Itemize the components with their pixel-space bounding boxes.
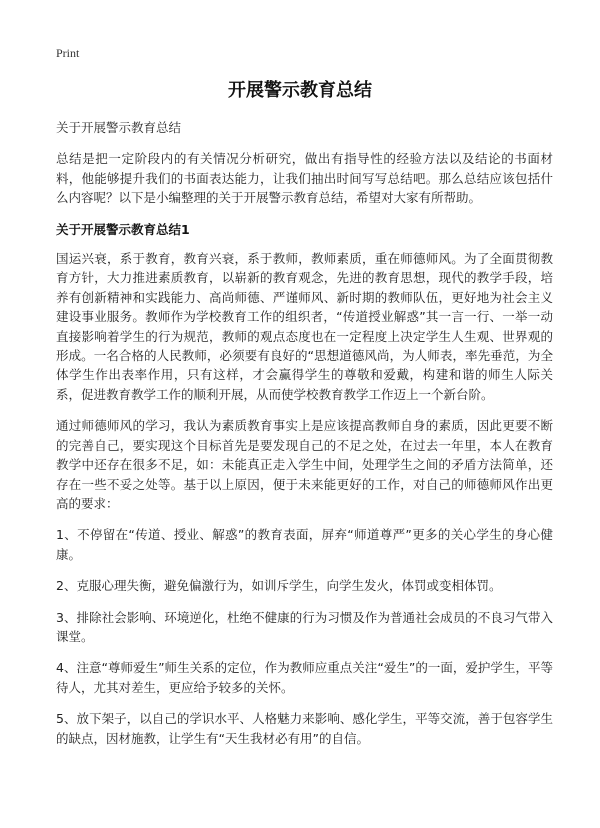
list-item: 1、不停留在“传道、授业、解惑”的教育表面，屏弃“师道尊严”更多的关心学生的身心健康。 [56,527,553,562]
body-paragraph: 通过师德师风的学习，我认为素质教育事实上是应该提高教师自身的素质，因此更要不断的完善自己，要实现这个目标首先是要发现自己的不足之处，在过去一年里，本人在教育教学中还存在很多不足，如：未能真正走入学生中间，处理学生之间的矛盾方法简单，还存在一些不妥之处等。基于以上原因，便于未来能更好的工作，对自己的师德师风作出更高的要求： [56,418,553,511]
section-heading: 关于开展警示教育总结1 [56,221,190,237]
list-item: 2、克服心理失衡，避免偏激行为，如训斥学生，向学生发火，体罚或变相体罚。 [56,578,502,594]
list-item: 3、排除社会影响、环境逆化，杜绝不健康的行为习惯及作为普通社会成员的不良习气带入课堂。 [56,609,553,644]
list-item: 4、注意“尊师爱生”师生关系的定位，作为教师应重点关注“爱生”的一面，爱护学生，平等待人，尤其对差生，更应给予较多的关怀。 [56,660,553,695]
list-item: 5、放下架子，以自己的学识水平、人格魅力来影响、感化学生，平等交流，善于包容学生的缺点，因材施教，让学生有“天生我材必有用”的自信。 [56,711,553,746]
intro-paragraph: 总结是把一定阶段内的有关情况分析研究，做出有指导性的经验方法以及结论的书面材料，他能够提升我们的书面表达能力，让我们抽出时间写写总结吧。那么总结应该包括什么内容呢？以下是小编整理的关于开展警示教育总结，希望对大家有所帮助。 [56,151,553,206]
article-subtitle: 关于开展警示教育总结 [56,120,182,135]
body-paragraph: 国运兴衰，系于教育，教育兴衰，系于教师，教师素质，重在师德师风。为了全面贯彻教育方针，大力推进素质教育，以崭新的教育观念，先进的教育思想，现代的教学手段，培养有创新精神和实践能力、高尚师德、严谨师风、新时期的教师队伍，更好地为社会主义建设事业服务。教师作为学校教育工作的组织者，“传道授业解惑”其一言一行、一举一动直接影响着学生的行为规范，教师的观点态度也在一定程度上决定学生人生观、世界观的形成。一名合格的人民教师，必须要有良好的“思想道德风尚，为人师表，率先垂范，为全体学生作出表率作用，只有这样，才会赢得学生的尊敬和爱戴，构建和谐的师生人际关系，促进教育教学工作的顺利开展，从而使学校教育教学工作迈上一个新台阶。 [56,251,553,402]
article-body [56,118,553,760]
page-title: 开展警示教育总结 [228,80,372,101]
print-link[interactable]: Print [56,46,80,60]
